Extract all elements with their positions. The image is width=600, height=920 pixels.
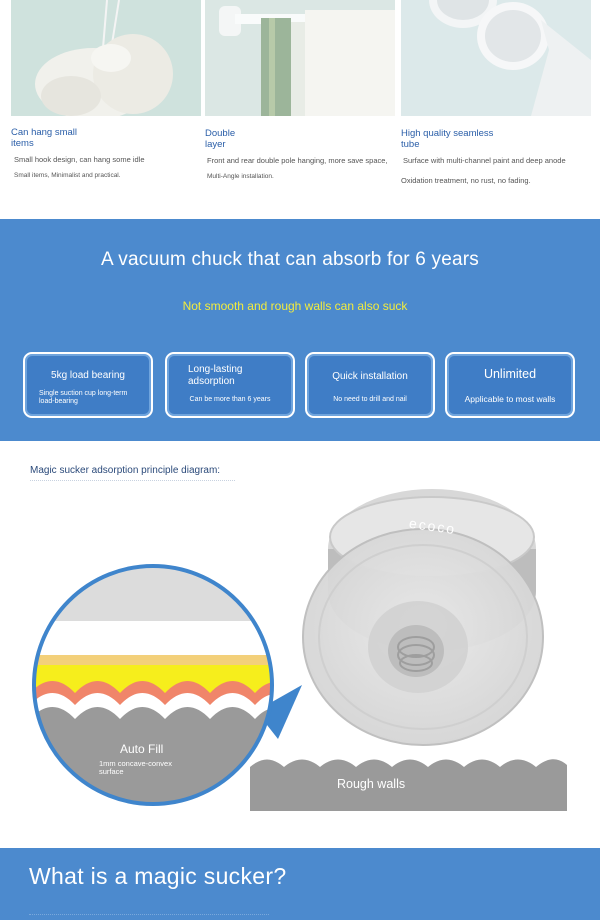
magic-sucker-heading-band: [0, 848, 600, 920]
pill-unlimited: [445, 352, 575, 418]
pill-heading: Long-lasting adsorption: [188, 364, 243, 387]
pill-quick-installation: [305, 352, 435, 418]
rough-wall-shape: [250, 759, 567, 811]
feature-double-layer: [205, 0, 395, 181]
section-title: What is a magic sucker?: [29, 863, 287, 889]
diagram-caption: Magic sucker adsorption principle diagram:: [30, 465, 221, 476]
tube-photo: [401, 0, 591, 116]
label-rough-walls: Rough walls: [337, 777, 406, 791]
section-divider: [29, 914, 269, 915]
pill-sub: Single suction cup long-term load-bearing: [39, 390, 128, 405]
feature-desc-1: Surface with multi-channel paint and deep anode: [403, 156, 566, 165]
pill-heading: Quick installation: [332, 371, 408, 382]
band-title: A vacuum chuck that can absorb for 6 years: [100, 249, 480, 270]
feature-desc-2: Small items, Minimalist and practical.: [14, 172, 121, 179]
label-auto-fill: Auto Fill: [120, 742, 164, 756]
feature-title: Can hang small items: [11, 127, 78, 149]
adsorption-diagram: [0, 441, 600, 848]
towel-rack-photo: [205, 0, 395, 116]
pill-heading: Unlimited: [483, 367, 537, 381]
pill-sub: Applicable to most walls: [464, 394, 556, 404]
diagram-illustration: [0, 441, 600, 848]
feature-desc-1: Small hook design, can hang some idle: [14, 155, 145, 164]
feature-strip: [0, 0, 600, 218]
pill-load-bearing: [23, 352, 153, 418]
benefits-band: [0, 219, 600, 441]
pill-sub: Can be more than 6 years: [189, 396, 271, 403]
pill-heading: 5kg load bearing: [51, 370, 125, 381]
band-subtitle: Not smooth and rough walls can also suck: [182, 299, 408, 313]
feature-hang-small-items: [11, 0, 201, 180]
feature-desc-2: Oxidation treatment, no rust, no fading.: [401, 176, 531, 185]
feature-desc-2: Multi-Angle installation.: [207, 173, 274, 180]
pill-sub: No need to drill and nail: [333, 396, 407, 403]
feature-desc-1: Front and rear double pole hanging, more save space,: [207, 156, 388, 165]
ecoco-logo: ecoco: [408, 514, 458, 538]
bath-sponge-photo: [11, 0, 201, 116]
feature-title: High quality seamless tube: [401, 128, 494, 150]
feature-seamless-tube: [401, 0, 591, 185]
feature-title: Double layer: [205, 128, 236, 150]
label-concave-surface: 1mm concave-convex surface: [99, 759, 172, 776]
pill-long-lasting: [165, 352, 295, 418]
